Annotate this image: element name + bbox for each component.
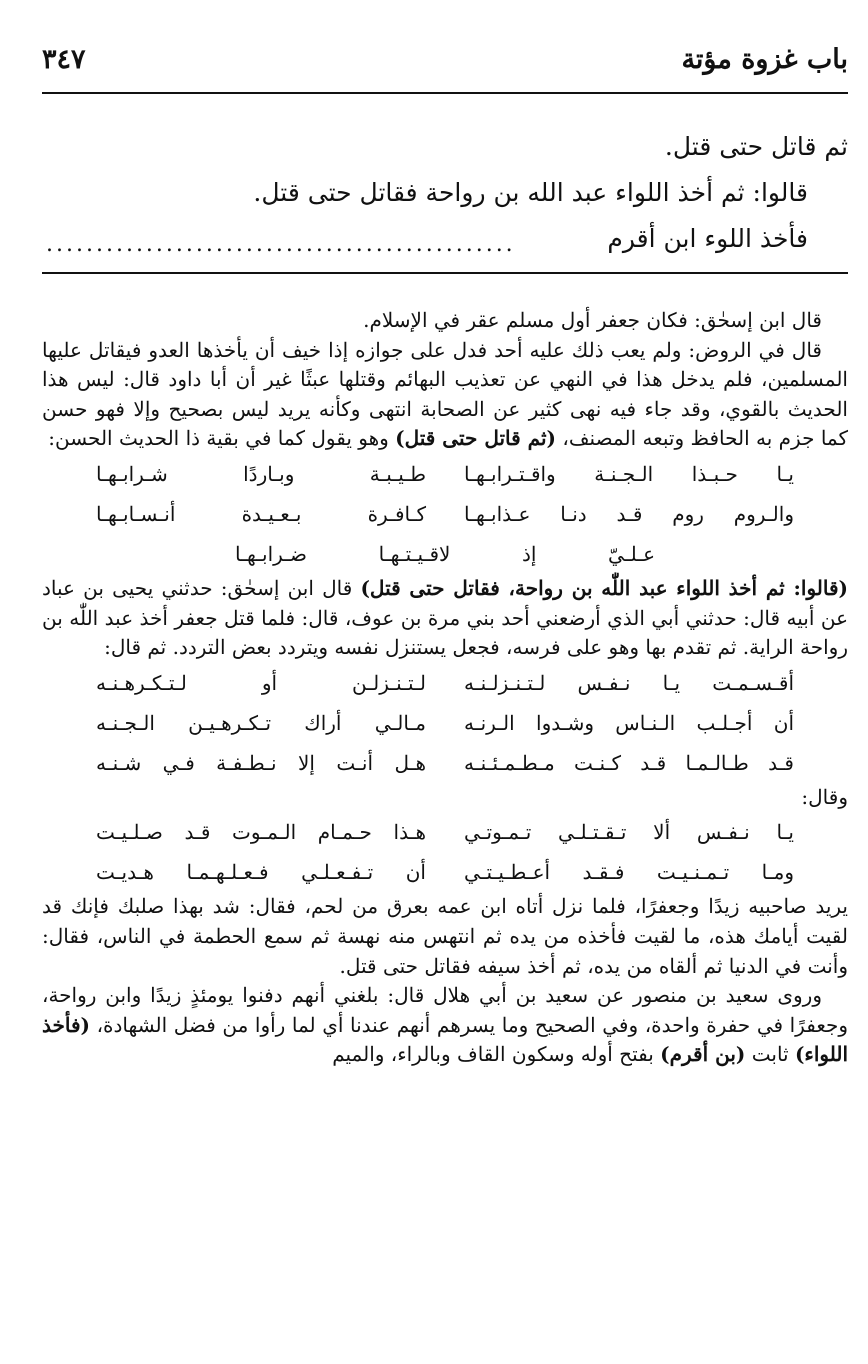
commentary-paragraph: (قالوا: ثم أخذ اللواء عبد اللّٰه بن رواحة، فقاتل حتى قتل) قال ابن إسحٰق: حدثني يحيى بن عباد عن أبيه قال: حدثني أبي الذي أرضعني أحد بني مرة بن عوف، قال: فلما قتل جعفر أخذ عبد اللّٰه بن رواحة الراية. ثم تقدم بها وهو على فرسه، فجعل يستنزل نفسه ويتردد بعض التردد. ثم قال: [42,575,848,660]
verse-hemistich: أن أجـلـب الـنـاس وشـدوا الـرنـه [464,710,794,735]
commentary-paragraph: وقال: [801,784,848,809]
verse-hemistich: يـا نـفـس ألا تـقـتـلـي تـمـوتـي [464,820,794,845]
verse-hemistich: والـروم روم قـد دنـا عـذابـهـا [464,501,794,526]
quoted-phrase: (بن أقرم) [660,1042,746,1067]
chapter-title: باب غزوة مؤتة [681,44,848,75]
verse-hemistich: قـد طـالـمـا قـد كـنـت مـطـمـئـنـه [464,750,794,775]
verse-hemistich: لـتـنـزلـن أو لـتـكـرهـنـه [96,670,426,695]
commentary [42,306,848,1070]
verse-hemistich: أقـسـمـت يـا نـفـس لـتـنـزلـنـه [464,670,794,695]
poem-verse [42,534,848,574]
main-text-line-2: قالوا: ثم أخذ اللواء عبد الله بن رواحة فقاتل حتى قتل. [253,178,808,207]
verse-hemistich: أن تـفـعـلـي فـعـلـهـمـا هـديـت [96,860,426,885]
main-text-line-1: ثم قاتل حتى قتل. [664,132,848,161]
verse-hemistich: طـيـبـة وبـاردًا شـرابـهـا [96,461,426,486]
verse-hemistich: مـالـي أراك تـكـرهـيـن الـجـنـه [96,710,426,735]
commentary-paragraph: قال في الروض: ولم يعب ذلك عليه أحد فدل على جوازه إذا خيف أن يأخذها العدو فيقاتل عليها المسلمين، فلم يدخل هذا في النهي عن تعذيب البهائم وقتلها عبثًا غير أن أبا داود قال: ليس هذا الحديث بالقوي، وقد جاء فيه نهى كثير عن الصحابة انتهى وكأنه يريد ليس بصحيح وإلا فهو حسن كما جزم به الحافظ وتبعه المصنف، (ثم قاتل حتى قتل) وهو يقول كما في بقية ذا الحديث الحسن: [42,337,848,451]
verse-hemistich: هـل أنـت إلا نـطـفـة فـي شـنـه [96,750,426,775]
commentary-paragraph: وروى سعيد بن منصور عن سعيد بن أبي هلال قال: بلغني أنهم دفنوا يومئذٍ زيدًا وابن رواحة، وجعفرًا في حفرة واحدة، وفي الصحيح وما يسرهم أنهم عندنا أي لما رأوا من فضل الشهادة، (فأخذ اللواء) ثابت (بن أقرم) بفتح أوله وسكون القاف وبالراء، والميم [42,983,849,1067]
poem-verse [42,743,848,783]
quoted-phrase: (قالوا: ثم أخذ اللواء عبد اللّٰه بن رواحة، فقاتل حتى قتل) [360,575,848,600]
quoted-phrase: (فأخذ اللواء) [42,1012,848,1067]
quoted-phrase: (ثم قاتل حتى قتل) [395,426,557,451]
page-number: ٣٤٧ [42,44,86,75]
poem-verse [42,852,848,892]
commentary-paragraph: يريد صاحبيه زيدًا وجعفرًا، فلما نزل أتاه ابن عمه بعرق من لحم، فقال: شد بهذا صلبك فإنك قد لقيت أيامك هذه، ما لقيت فأخذه من يده ثم انتهس منه نهسة ثم سمع الحطمة في الناس، فقال: وأنت في الدنيا ثم ألقاه من يده، ثم أخذ سيفه فقاتل حتى قتل. [42,894,848,978]
poem-verse [42,703,848,743]
page-header [42,40,848,90]
verse-hemistich: ومـا تـمـنـيـت فـقـد أعـطـيـتـي [464,860,794,885]
poem-verse [42,494,848,534]
verse-hemistich: كـافـرة بـعـيـدة أنـسـابـهـا [96,501,426,526]
separator-rule [42,272,848,274]
verse-hemistich: عـلـيّ إذ لاقـيـتـهـا ضـرابـهـا [235,541,655,566]
dotted-leader: ............................................... [46,232,516,257]
header-rule [42,92,848,94]
verse-hemistich: هـذا حـمـام الـمـوت قـد صـلـيـت [96,820,426,845]
main-text-line-3: فأخذ اللوء ابن أقرم [607,224,808,253]
poem-verse [42,454,848,494]
poem-verse [42,663,848,703]
verse-hemistich: يـا حـبـذا الـجـنـة واقـتـرابـهـا [464,461,794,486]
commentary-paragraph: قال ابن إسحٰق: فكان جعفر أول مسلم عقر في الإسلام. [363,308,822,332]
poem-verse [42,812,848,852]
